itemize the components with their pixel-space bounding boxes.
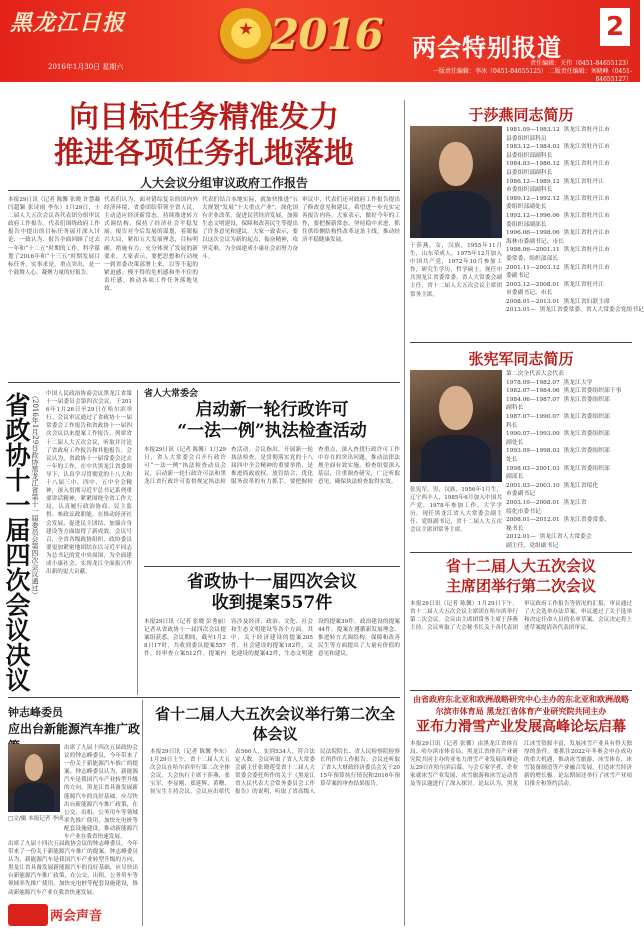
divider (404, 100, 405, 926)
npc-closing-headline: 省十二届人大五次会议举行第二次全体会议 (154, 705, 395, 743)
bio-line: 秘书长 (506, 525, 524, 532)
proposals-body: 本报29日讯（记者 张晓 彭秀丽）记者从省政协十一届四次会议提案组获悉，会议期间，截至1月28日17时，共收到委员提案557件，经审查立案512件。提案内容涉及经济、政治、文化、社会和生态文明建设等各个方面。其中，关于经济建设的提案205件，社会建设的提案182件，文化建设的提案42件，生态文明建设的提案39件，政治建设的提案44件。提案在遵循新发展理念、推进转方式调结构、保障和改善民生等方面提出了大量有价值的意见和建议。 (144, 619, 400, 658)
presidium-headline-1: 省十二届人大五次会议 (445, 557, 596, 575)
year-banner: 2016 (270, 10, 383, 59)
lead-body-col-1: 本报29日讯（记者 陈馨 张晓 许慧凝 闫超颖 张诗雨 李东）1月29日，十二届人大五次会议各代表团分组审议政府工作报告。代表们围绕政府工作报告中提出的目标任务展开深入讨论，一致认为，报告全面回顾了过去一年和“十二五”时期的工作，科学谋划了2016年和“十三五”时期发展目标任务，实事求是，重点突出，是一个鼓舞人心、凝聚力量的好报告。 (8, 197, 100, 276)
forum-headline-1: 由省政府东北亚和欧洲战略研究中心主办的东北亚和欧洲战略 (413, 694, 629, 704)
lead-body-col-3: 代表们结合本地实际，就加快推进“五大规划”发展“十大重点产业”，深化国有企业改革，促进民营经济发展，加强生态文明建设，保障和改善民生等提出了许多意见和建议。大家一致表示，要以这次会议为新的起点，振奋精神，攻坚克难，为全面建成小康社会而努力奋斗。 (202, 197, 298, 260)
bio-line: 县委组织部副科长 (506, 152, 553, 159)
bio-line: 2013.01— 黑龙江省委常委、省人大常委会党组书记 (506, 307, 644, 314)
divider (8, 382, 400, 383)
bio-line: 2001.03—2003.10 黑龙江省绥化 (506, 482, 599, 489)
bio-line: 2003.12—2008.01 黑龙江省牡丹江 (506, 281, 605, 288)
forum-body: 本报29日讯（记者 张馨）由黑龙江省体育局、哈尔滨市体育局、黑龙江省体育产业研究院共同主办的亚布力滑雪产业发展高峰论坛29日在哈尔滨启幕。与会专家学者、企业家就冰雪产业发展、冰雪旅游和冰雪运动普及等议题进行了深入探讨。论坛认为，黑龙江冰雪资源丰富，发展冰雪产业具有得天独厚的条件。要抓住2022年冬奥会申办成功的重大机遇，推动冰雪旅游、冰雪体育、冰雪装备制造等产业融合发展，打造冰雪经济新的增长极。论坛期间还举行了冰雪产业项目推介和签约活动。 (410, 741, 632, 788)
bio-line: 市委副书记、市长 (506, 290, 553, 297)
ev-kicker: 钟志峰委员 (8, 706, 63, 719)
bio-line: 副主任、党组副书记 (506, 542, 559, 549)
lead-headline-1: 向目标任务精准发力 (69, 100, 339, 135)
zhang-portrait-photo (410, 370, 502, 482)
proposals-headline-1: 省政协十一届四次会议 (187, 572, 357, 592)
yu-bio-intro: 于莎燕，女，汉族，1955年11月生，山东荣成人，1975年12月加入中国共产党，1972年10月参加工作，研究生学历，哲学硕士。现任中共黑龙江省委常委、省人大常委会副主任，省十二届人大五次会议主席团常务主席。 (410, 243, 502, 298)
ev-body-col-1: 出席了九届十四次五届政协会议的钟志峰委员，今年带来了一份关于新能源汽车推广的提案。钟志峰委员认为，新能源汽车是我国汽车产业转型升级的方向，黑龙江省具备发展新能源汽车的良好基础，应尽快出台新能源汽车推广政策，在公交、出租、公务用车等领域率先推广使用，加快充电桩等配套设施建设，推动新能源汽车产业在我省快速发展。 (64, 745, 138, 841)
bio-line: 绥化市委书记 (506, 508, 541, 515)
standing-kicker: 省人大常委会 (144, 389, 199, 399)
ev-portrait-photo (8, 744, 60, 812)
footer-logo-icon (8, 904, 48, 926)
bio-line: 2008.01—2012.01 黑龙江省委常委、 (506, 517, 610, 524)
lead-body-col-4: 审议中，代表们还对政府工作报告提出了修改意见和建议，希望进一步充实完善报告内容。大家表示，做好今年的工作，要把握新常态，坚持稳中求进，抓住供给侧结构性改革这条主线，推动经济平稳健康发展。 (302, 197, 400, 244)
paper-name: 黑龙江日报 (10, 10, 126, 36)
bio-line: 1998.06—2001.11 黑龙江省牡丹江市 (506, 247, 610, 254)
lead-headline-2: 推进各项任务扎地落地 (54, 136, 354, 171)
presidium-body: 本报29日讯（记者 陈馨）1月29日下午，省十二届人大五次会议主席团在哈尔滨举行第二次会议。会议由主席团常务主席于莎燕主持。会议听取了大会秘书长关于各代表团审议政府工作报告等情况的汇报，审议通过了大会选举办法草案，审议通过了关于选举和决定任命人员的名单草案。会议决定将上述草案提请各代表团审议。 (410, 601, 632, 632)
editor-line-2: 一版责任编辑：李冰（0451-84655125） 二版责任编辑：刘晓峰（0451-84655127） (432, 68, 632, 83)
date-line: 2016年1月30日 星期六 (48, 63, 124, 71)
page-number: 2 (600, 8, 630, 46)
bio-line: 1996.06—1998.06 黑龙江省牡丹江市 (506, 230, 610, 237)
divider (8, 697, 400, 698)
forum-headline-3: 亚布力滑雪产业发展高峰论坛启幕 (416, 719, 626, 735)
bio-line: 1984.03—1986.12 黑龙江省牡丹江市 (506, 161, 610, 168)
editor-credits (400, 60, 632, 84)
zhang-bio-intro: 张宪军，男，汉族，1956年1月生，辽宁西丰人，1985年6月加入中国共产党，1978年参加工作，大学学历。现任黑龙江省人大常委会副主任、党组副书记，省十二届人大五次会议主席团常务主席。 (410, 487, 502, 534)
bio-line: 第二次全代表大会代表 (506, 371, 564, 377)
lead-subhead: 人大会议分组审议政府工作报告 (140, 176, 309, 190)
lead-body-col-2: 代表们认为，面对错综复杂的国内外经济环境，省委团结带领全省人民，主动适应经济新常态，持续推进转方式调结构，保持了经济社会平稳发展。报告对今后发展的谋划，着眼振兴大局，紧扣五大发展理念，目标明确，措施有力，充分体现了发展的新要求。大家表示，要把思想和行动统一到省委决策部署上来，以等不起的紧迫感、慢不得的危机感和坐不住的责任感，推动各项工作任务落地见效。 (104, 197, 198, 293)
bio-line: 1993.09—1998.03 黑龙江省委组织部 (506, 448, 610, 455)
bio-line: 海林市委副书记、市长 (506, 238, 564, 245)
standing-headline-1: 启动新一轮行政许可 (195, 400, 349, 420)
bio-line: 1983.12—1984.03 黑龙江省牡丹江市 (506, 144, 610, 151)
emblem-icon (218, 8, 274, 64)
bio-line: 1982.07—1984.06 黑龙江省委组织部干事 (506, 388, 622, 395)
bio-line: 委组织部副处长 (506, 204, 547, 211)
forum-headline-2: 尔滨市体育局 黑龙江省体育产业研究院共同主办 (435, 706, 607, 716)
yu-bio-title: 于莎燕同志简历 (468, 106, 574, 124)
cppcc-resolution-title: 省政协十一届四次会议决议 (2, 392, 31, 692)
npc-closing-body: 本报29日讯（记者 陈馨 李东）1月29日上午，省十二届人大五次会议在哈尔滨举行第二次全体会议。大会执行主席于莎燕、张宝军、李显刚、郑延辉、黄曙、侯宝生主持会议。会议应出席代表560人，实到534人，符合法定人数。会议听取了省人大常委会副主任张晓莲受省十二届人大常委会委托所作的关于《黑龙江省人民代表大会常务委员会工作报告》的说明，听取了省高级人民法院院长、省人民检察院检察长所作的工作报告。会议还听取了省人大财政经济委员会关于2015年预算执行情况和2016年预算草案的审查结果报告。 (150, 749, 400, 796)
standing-headline-2: “一法一例”执法检查活动 (177, 421, 367, 441)
bio-line: 1986.12—1989.12 黑龙江省牡丹江 (506, 178, 605, 185)
cppcc-resolution-body: 中国人民政治协商会议黑龙江省第十一届委员会第四次会议，于2016年1月26日至29日在哈尔滨举行。会议审议通过了省政协十一届常委会工作报告和省政协十一届四次会议以来提案工作报告，列席省十二届人大五次会议，听取并讨论了省政府工作报告和其他报告。会议认为，省政协十一届常委会过去一年的工作，在中共黑龙江省委领导下，认真学习贯彻党的十八大和十八届三中、四中、五中全会精神，深入贯彻习近平总书记系列重要讲话精神，紧紧围绕全省工作大局，认真履行政治协商、民主监督、参政议政职能，在推动经济社会发展、促进民主团结、加强自身建设等方面取得了新成效。会议号召，全省各级政协组织、政协委员要更加紧密地团结在以习近平同志为总书记的党中央周围，为全面建成小康社会、实现龙江全面振兴作出新的更大贡献。 (46, 391, 132, 576)
bio-line: 处长 (506, 456, 518, 463)
bio-line: 市委组织部副科长 (506, 187, 553, 194)
masthead (0, 0, 640, 82)
section-title: 两会特别报道 (412, 33, 562, 62)
ev-body-col-2: 出席了九届十四次五届政协会议的钟志峰委员，今年带来了一份关于新能源汽车推广的提案。钟志峰委员认为，新能源汽车是我国汽车产业转型升级的方向，黑龙江省具备发展新能源汽车的良好基础，应尽快出台新能源汽车推广政策，在公交、出租、公务用车等领域率先推广使用，加快充电桩等配套设施建设，推动新能源汽车产业在我省快速发展。 (8, 841, 138, 896)
bio-line: 副部长 (506, 474, 524, 481)
bio-line: 2008.01—2013.01 黑龙江省妇联主席 (506, 298, 610, 305)
bio-line: 1987.07—1990.07 黑龙江省委组织部 (506, 413, 610, 420)
bio-line: 1998.03—2001.03 黑龙江省委组织部 (506, 465, 610, 472)
bio-line: 1978.09—1982.07 黑龙江大学 (506, 379, 593, 386)
divider (142, 700, 143, 926)
ev-headline: 应出台新能源汽车推广政 (8, 722, 141, 736)
standing-body: 本报29日讯（记者 陈馨）1月29日，省人大常委会召开行政许可“一法一例”执法检查动员会议，启动新一轮行政许可法和黑龙江省行政许可监督规定执法检查活动。会议指出，开展新一轮执法检查，是贯彻落实党的十八届四中全会精神的重要举措，是推进简政放权、放管结合、优化服务改革的有力抓手。要把握检查重点，深入查找行政许可工作中存在的突出问题，推动法律法规全面有效实施。检查组要深入基层，注重调查研究，广泛听取意见，确保执法检查取得实效。 (144, 447, 400, 486)
ev-caption: □文/摄 本报记者 李成 (8, 816, 64, 822)
divider (137, 390, 138, 695)
zhang-bio-title: 张宪军同志简历 (468, 350, 574, 368)
divider (144, 566, 400, 567)
bio-line: 副处长 (506, 439, 524, 446)
cppcc-resolution-subtitle: （2016年1月29日政协黑龙江省第十一届委员会第四次会议通过） (31, 392, 39, 599)
bio-line: 科长 (506, 422, 518, 429)
bio-line: 委副书记 (506, 273, 530, 280)
divider (8, 190, 400, 191)
bio-line: 副科长 (506, 405, 524, 412)
proposals-headline-2: 收到提案557件 (211, 593, 333, 613)
divider (410, 690, 632, 691)
bio-line: 2001.11—2003.12 黑龙江省牡丹江市 (506, 264, 610, 271)
bio-line: 2012.01— 黑龙江省人大常委会 (506, 534, 592, 541)
bio-line: 委常委、组织部部长 (506, 255, 559, 262)
presidium-headline-2: 主席团举行第二次会议 (445, 577, 596, 595)
divider (410, 552, 632, 553)
bio-line: 县委组织部科员 (506, 135, 547, 142)
bio-line: 1981.09—1983.12 黑龙江省牡丹江市 (506, 127, 610, 133)
bio-line: 1984.06—1987.07 黑龙江省委组织部 (506, 396, 610, 403)
bio-line: 县委组织部副科长 (506, 169, 553, 176)
bio-line: 2003.10—2008.01 黑龙江省 (506, 499, 587, 506)
footer-brand: 两会声音 (50, 909, 103, 924)
bio-line: 1992.12—1996.06 黑龙江省牡丹江市 (506, 212, 610, 219)
yu-portrait-photo (410, 126, 502, 238)
zhang-bio-timeline (506, 370, 632, 550)
bio-line: 1989.12—1992.12 黑龙江省牡丹江市 (506, 195, 610, 202)
bio-line: 1990.07—1993.09 黑龙江省委组织部 (506, 431, 610, 438)
bio-line: 委组织部副部长 (506, 221, 547, 228)
bio-line: 市委副书记 (506, 491, 535, 498)
divider (410, 342, 632, 343)
yu-bio-timeline (506, 126, 644, 320)
editor-line-1: 责任编辑：关伟（0451-84655123） (530, 60, 632, 67)
